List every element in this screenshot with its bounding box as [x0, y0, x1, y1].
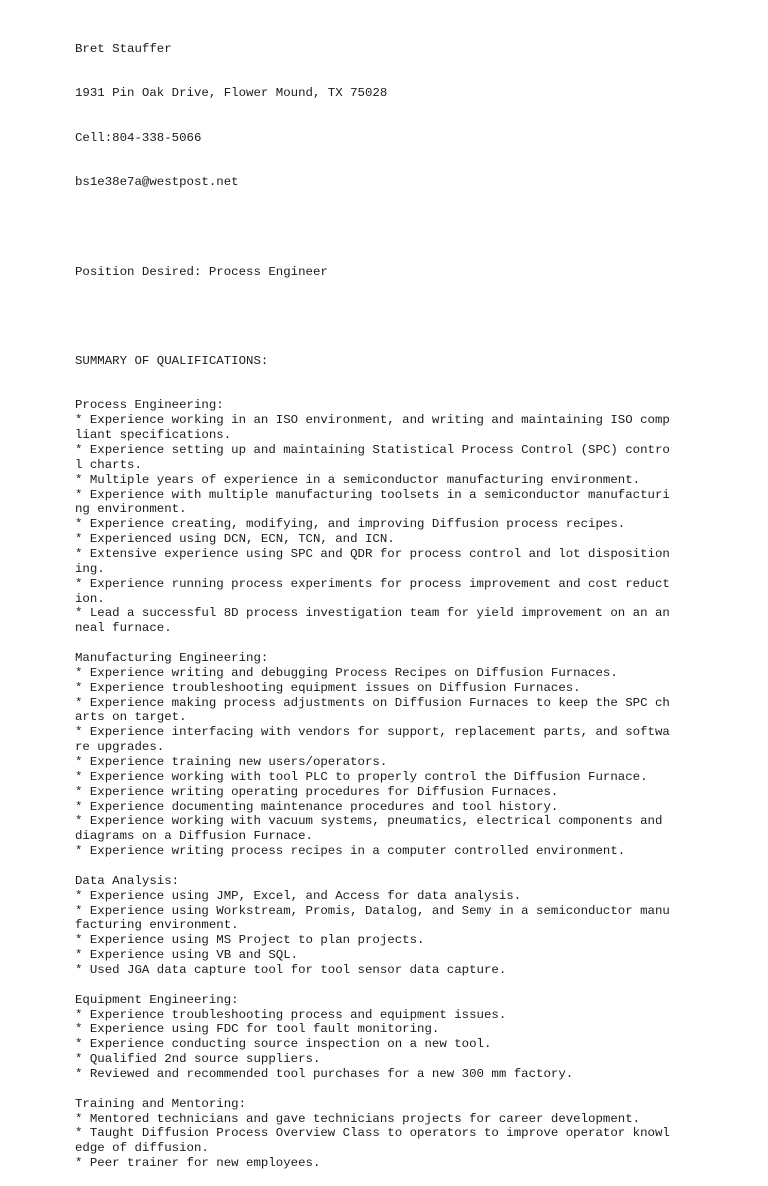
- spacer: [75, 978, 755, 993]
- qualification-section: [75, 398, 755, 636]
- candidate-name: Bret Stauffer: [75, 41, 172, 56]
- section-line: * Qualified 2nd source suppliers.: [75, 1052, 321, 1067]
- section-line: ion.: [75, 591, 105, 606]
- spacer: [75, 309, 755, 324]
- section-line: * Experience troubleshooting process and equipment issues.: [75, 1007, 507, 1022]
- section-line: re upgrades.: [75, 740, 165, 755]
- section-line: diagrams on a Diffusion Furnace.: [75, 829, 313, 844]
- candidate-phone: Cell:804-338-5066: [75, 130, 202, 145]
- section-line: * Experience working with tool PLC to properly control the Diffusion Furnace.: [75, 769, 648, 784]
- qualification-section: [75, 859, 755, 978]
- section-heading: Data Analysis:: [75, 873, 180, 888]
- section-line: * Experience training new users/operators.: [75, 754, 388, 769]
- section-line: * Experience creating, modifying, and improving Diffusion process recipes.: [75, 517, 626, 532]
- section-line: * Taught Diffusion Process Overview Class to operators to improve operator knowl: [75, 1126, 670, 1141]
- section-line: l charts.: [75, 457, 142, 472]
- section-line: arts on target.: [75, 710, 187, 725]
- section-line: * Multiple years of experience in a semiconductor manufacturing environment.: [75, 472, 641, 487]
- qualification-section: [75, 978, 755, 1082]
- section-line: facturing environment.: [75, 918, 239, 933]
- section-line: * Experience using MS Project to plan projects.: [75, 933, 425, 948]
- section-line: edge of diffusion.: [75, 1141, 209, 1156]
- section-line: * Experience setting up and maintaining Statistical Process Control (SPC) contro: [75, 442, 670, 457]
- section-line: * Experience with multiple manufacturing toolsets in a semiconductor manufacturi: [75, 487, 670, 502]
- section-line: * Mentored technicians and gave technicians projects for career development.: [75, 1111, 641, 1126]
- qualification-section: [75, 636, 755, 859]
- section-line: * Lead a successful 8D process investigation team for yield improvement on an an: [75, 606, 670, 621]
- section-line: * Used JGA data capture tool for tool sensor data capture.: [75, 963, 507, 977]
- section-line: liant specifications.: [75, 428, 232, 443]
- section-line: ng environment.: [75, 502, 187, 517]
- qualification-sections: [75, 398, 755, 1171]
- section-line: ing.: [75, 561, 105, 576]
- qualification-section: [75, 1082, 755, 1171]
- section-line: * Experience documenting maintenance procedures and tool history.: [75, 799, 559, 814]
- resume-document: [75, 12, 755, 1186]
- section-line: * Experience using JMP, Excel, and Access for data analysis.: [75, 888, 522, 903]
- section-line: * Extensive experience using SPC and QDR for process control and lot disposition: [75, 546, 670, 561]
- section-line: * Experience working in an ISO environment, and writing and maintaining ISO comp: [75, 413, 670, 428]
- section-line: * Experience writing process recipes in a computer controlled environment.: [75, 844, 626, 859]
- section-line: * Experience writing and debugging Process Recipes on Diffusion Furnaces.: [75, 665, 618, 680]
- section-line: neal furnace.: [75, 621, 172, 636]
- section-line: * Experience conducting source inspection on a new tool.: [75, 1037, 492, 1052]
- section-line: * Experience using FDC for tool fault monitoring.: [75, 1022, 440, 1037]
- section-line: * Experienced using DCN, ECN, TCN, and ICN.: [75, 532, 395, 547]
- section-line: * Peer trainer for new employees.: [75, 1156, 321, 1171]
- spacer: [75, 220, 755, 235]
- spacer: [75, 636, 755, 651]
- section-line: * Experience interfacing with vendors for support, replacement parts, and softwa: [75, 725, 670, 740]
- spacer: [75, 1082, 755, 1097]
- spacer: [75, 859, 755, 874]
- section-line: * Experience using Workstream, Promis, Datalog, and Semy in a semiconductor manu: [75, 903, 670, 918]
- candidate-address: 1931 Pin Oak Drive, Flower Mound, TX 75028: [75, 86, 388, 101]
- section-line: * Experience writing operating procedures for Diffusion Furnaces.: [75, 784, 559, 799]
- candidate-email: bs1e38e7a@westpost.net: [75, 175, 239, 190]
- position-desired: Position Desired: Process Engineer: [75, 264, 328, 279]
- section-line: * Experience running process experiments for process improvement and cost reduct: [75, 576, 670, 591]
- section-line: * Experience working with vacuum systems, pneumatics, electrical components and: [75, 814, 663, 829]
- section-heading: Training and Mentoring:: [75, 1096, 247, 1111]
- section-line: * Reviewed and recommended tool purchases for a new 300 mm factory.: [75, 1067, 574, 1082]
- section-heading: Manufacturing Engineering:: [75, 650, 269, 665]
- section-heading: Process Engineering:: [75, 398, 224, 413]
- section-line: * Experience troubleshooting equipment issues on Diffusion Furnaces.: [75, 680, 581, 695]
- section-line: * Experience using VB and SQL.: [75, 948, 299, 963]
- summary-heading: SUMMARY OF QUALIFICATIONS:: [75, 353, 269, 368]
- section-heading: Equipment Engineering:: [75, 992, 239, 1007]
- section-line: * Experience making process adjustments on Diffusion Furnaces to keep the SPC ch: [75, 695, 670, 710]
